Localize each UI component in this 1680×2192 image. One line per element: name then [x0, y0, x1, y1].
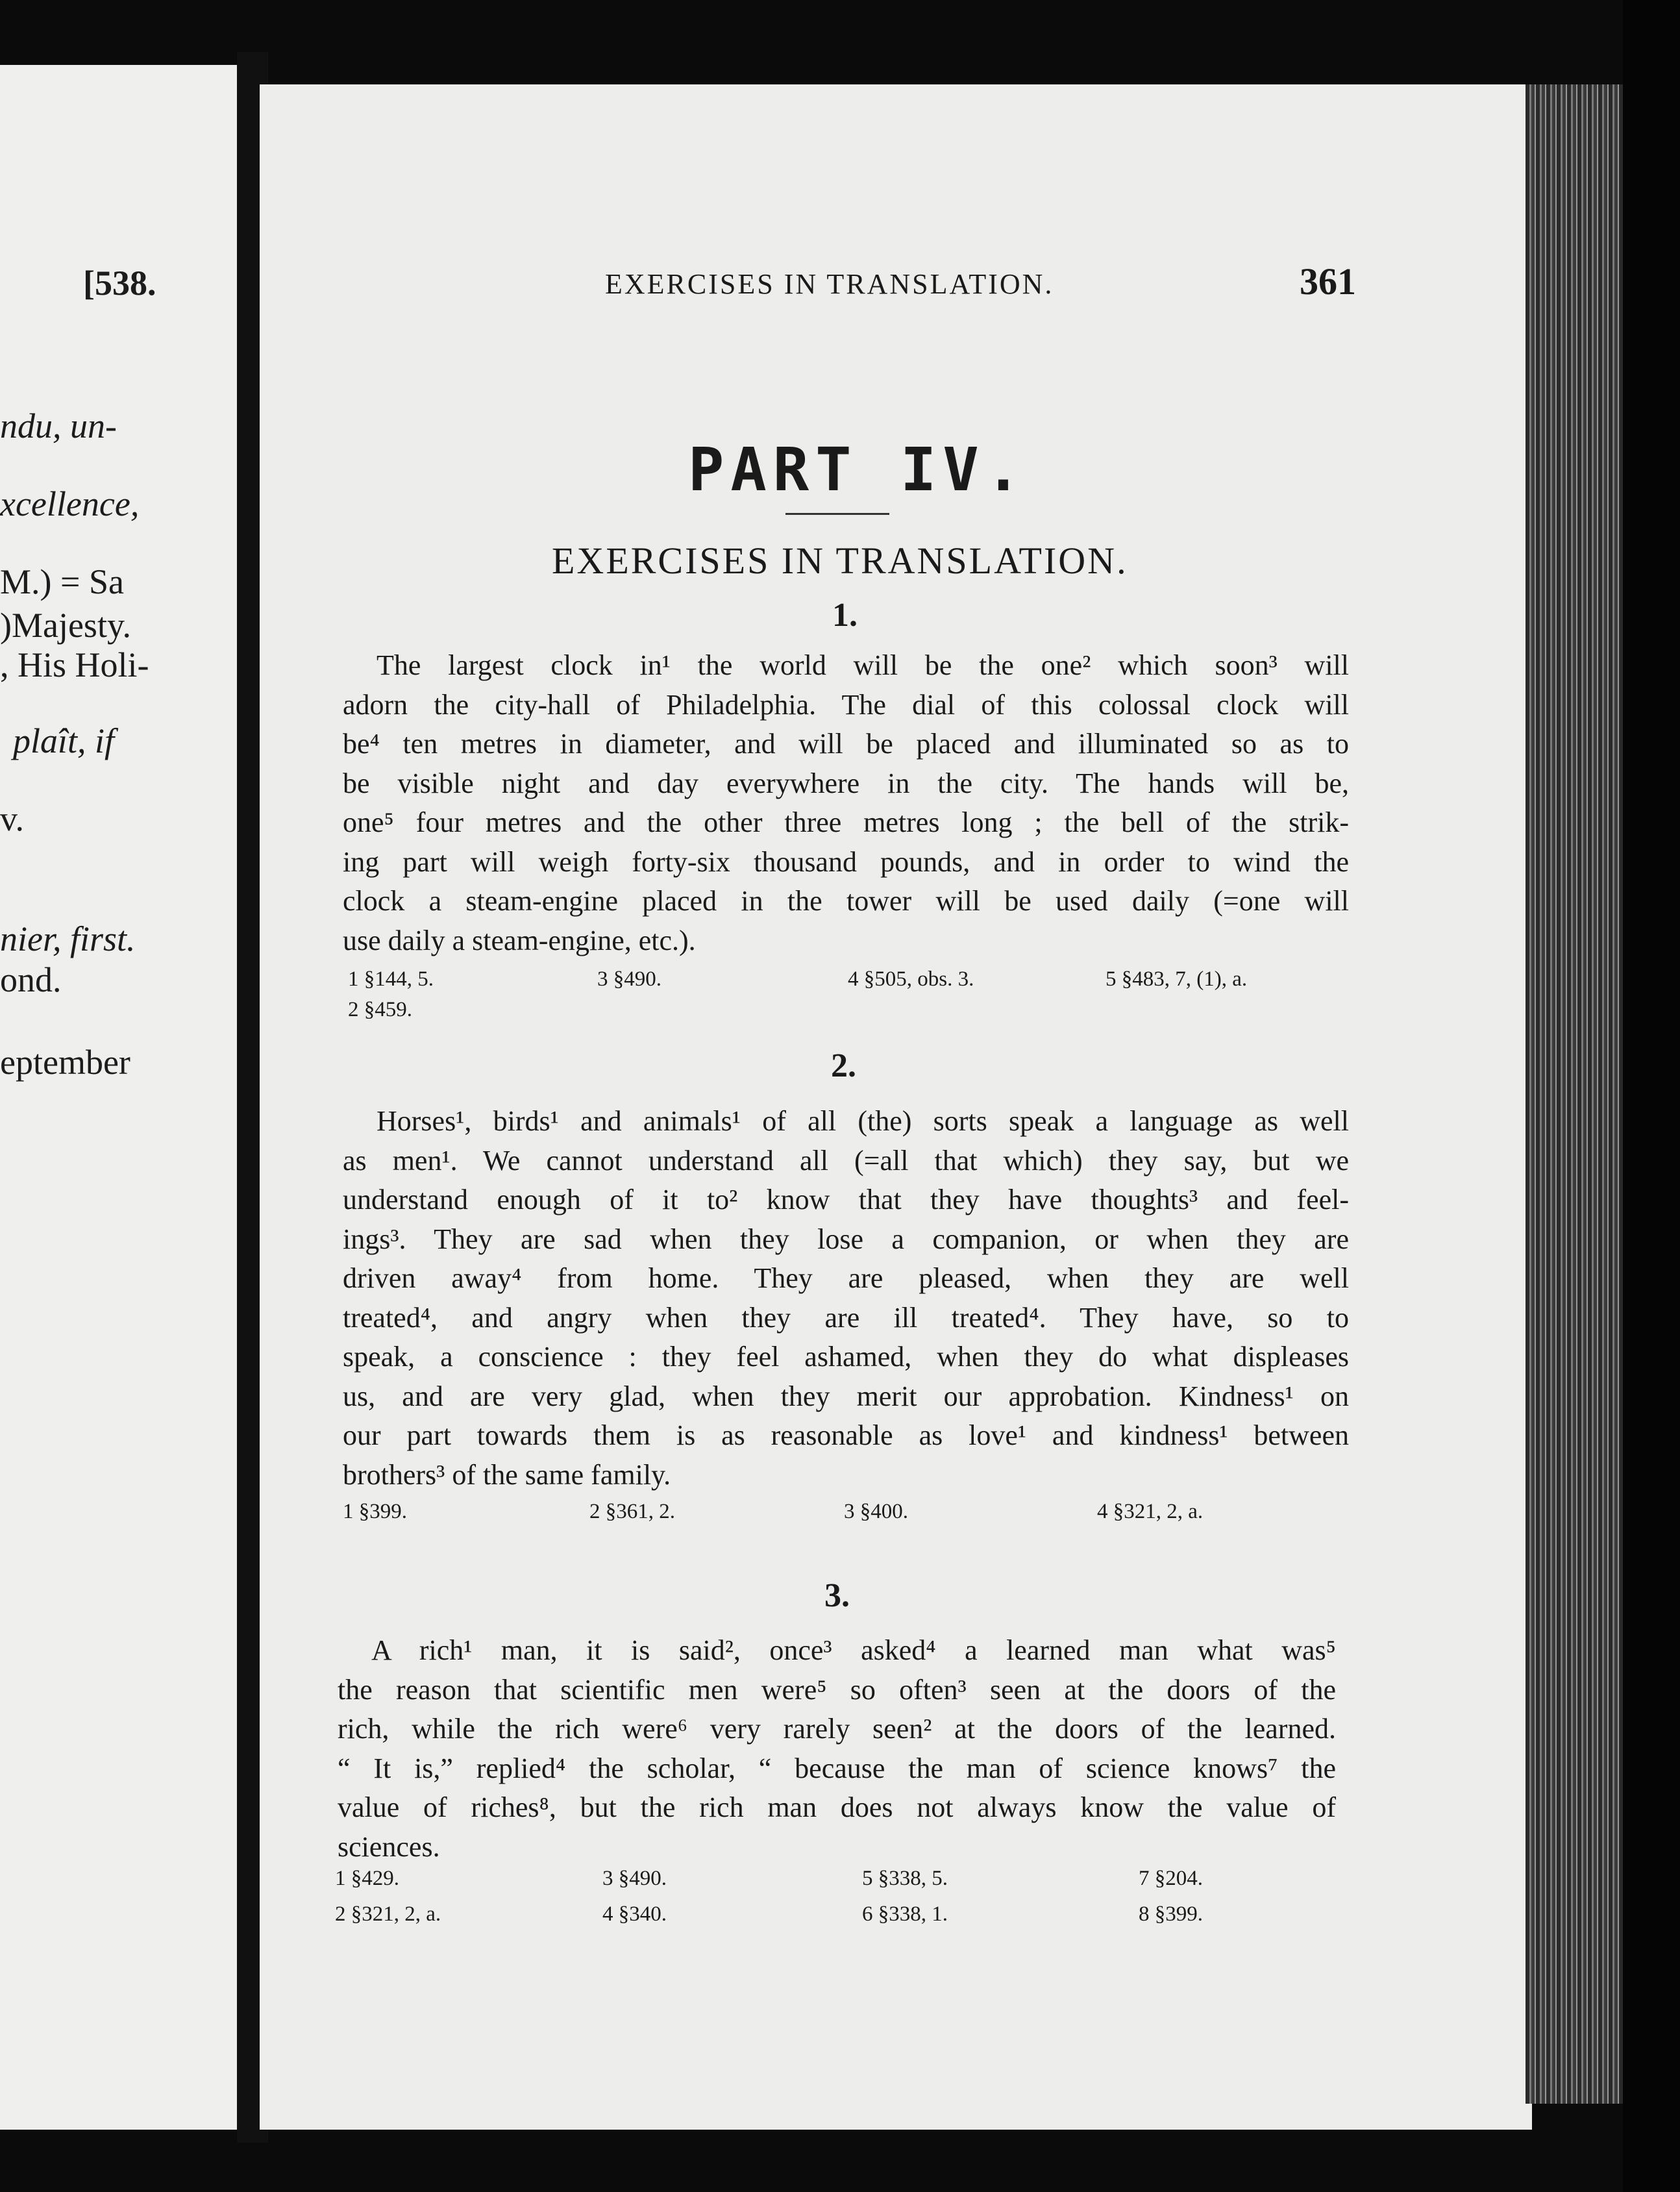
footnote: 2 §361, 2. — [589, 1500, 675, 1523]
footnote: 2 §321, 2, a. — [335, 1902, 441, 1926]
footnote: 4 §321, 2, a. — [1097, 1500, 1204, 1523]
page-edges — [1526, 84, 1623, 2104]
text-line: rich, while the rich were⁶ very rarely seen² at the doors of the learned. — [338, 1713, 1336, 1745]
footnote: 5 §483, 7, (1), a. — [1106, 967, 1248, 991]
text-line: ings³. They are sad when they lose a companion, or when they are — [343, 1223, 1349, 1255]
exercise-paragraph — [343, 646, 1349, 960]
previous-page-line: plaît, if — [13, 721, 115, 760]
text-line: value of riches⁸, but the rich man does not always know the value of — [338, 1791, 1336, 1823]
exercise-paragraph — [338, 1631, 1336, 1867]
previous-page-line: ond. — [0, 960, 62, 999]
previous-page-line: )Majesty. — [0, 606, 131, 645]
text-line: clock a steam-engine placed in the tower will be used daily (=one will — [343, 885, 1349, 917]
previous-page-line: nier, first. — [0, 919, 136, 958]
text-line: understand enough of it to² know that they have thoughts³ and feel- — [343, 1184, 1349, 1215]
text-line: the reason that scientific men were⁵ so often³ seen at the doors of the — [338, 1673, 1336, 1706]
footnote: 3 §490. — [602, 1867, 667, 1890]
running-head: EXERCISES IN TRANSLATION. — [605, 268, 1054, 300]
text-line: ing part will weigh forty-six thousand pounds, and in order to wind the — [343, 845, 1349, 878]
exercise-paragraph — [343, 1102, 1349, 1495]
footnote-row — [343, 1500, 1355, 1528]
text-line: Horses¹, birds¹ and animals¹ of all (the) sorts speak a language as well — [377, 1105, 1349, 1137]
footnote: 4 §340. — [602, 1902, 667, 1926]
text-line: us, and are very glad, when they merit our approbation. Kindness¹ on — [343, 1380, 1349, 1412]
footnote-row — [335, 1902, 1348, 1931]
previous-page-fragment — [0, 65, 237, 2130]
text-line: be visible night and day everywhere in the city. The hands will be, — [343, 767, 1349, 799]
footnote: 6 §338, 1. — [862, 1902, 948, 1926]
text-line: “ It is,” replied⁴ the scholar, “ because the man of science knows⁷ the — [338, 1752, 1336, 1784]
title-rule — [785, 513, 889, 515]
footnote-row — [335, 1867, 1348, 1895]
text-line: The largest clock in¹ the world will be the one² which soon³ will — [377, 649, 1349, 681]
footnote: 1 §399. — [343, 1500, 407, 1523]
footnote: 7 §204. — [1139, 1867, 1203, 1890]
text-line: brothers³ of the same family. — [343, 1458, 671, 1491]
footnote: 4 §505, obs. 3. — [848, 967, 974, 991]
footnote-row — [343, 998, 1355, 1027]
text-line: be⁴ ten metres in diameter, and will be placed and illuminated so as to — [343, 728, 1349, 760]
previous-page-line: v. — [0, 799, 24, 838]
exercise-number: 1. — [832, 597, 858, 634]
text-line: use daily a steam-engine, etc.). — [343, 924, 696, 956]
footnote: 5 §338, 5. — [862, 1867, 948, 1890]
text-line: as men¹. We cannot understand all (=all that which) they say, but we — [343, 1144, 1349, 1177]
exercise-number: 2. — [831, 1047, 856, 1084]
previous-page-line: ndu, un- — [0, 406, 117, 445]
text-line: sciences. — [338, 1830, 440, 1863]
footnote: 1 §429. — [335, 1867, 399, 1890]
previous-page-line: M.) = Sa — [0, 562, 124, 601]
previous-page-line: xcellence, — [0, 484, 140, 523]
part-title: PART IV. — [688, 435, 1028, 504]
previous-page-line: eptember — [0, 1043, 130, 1082]
section-title: EXERCISES IN TRANSLATION. — [552, 540, 1128, 582]
text-line: our part towards them is as reasonable as love¹ and kindness¹ between — [343, 1419, 1349, 1451]
footnote-row — [343, 967, 1355, 996]
text-line: adorn the city-hall of Philadelphia. The dial of this colossal clock will — [343, 688, 1349, 721]
previous-page-number: [538. — [83, 264, 156, 303]
previous-page-line: , His Holi- — [0, 645, 149, 684]
text-line: treated⁴, and angry when they are ill treated⁴. They have, so to — [343, 1301, 1349, 1334]
footnote: 3 §400. — [844, 1500, 908, 1523]
page-number: 361 — [1300, 260, 1356, 303]
text-line: driven away⁴ from home. They are pleased, when they are well — [343, 1262, 1349, 1294]
scan-border — [1623, 0, 1680, 2192]
footnote: 2 §459. — [348, 998, 412, 1021]
text-line: one⁵ four metres and the other three metres long ; the bell of the strik- — [343, 806, 1349, 838]
text-line: speak, a conscience : they feel ashamed, when they do what displeases — [343, 1341, 1349, 1373]
footnote: 3 §490. — [597, 967, 661, 991]
exercise-number: 3. — [824, 1577, 850, 1614]
footnote: 1 §144, 5. — [348, 967, 434, 991]
text-line: A rich¹ man, it is said², once³ asked⁴ a learned man what was⁵ — [371, 1634, 1336, 1666]
footnote: 8 §399. — [1139, 1902, 1203, 1926]
